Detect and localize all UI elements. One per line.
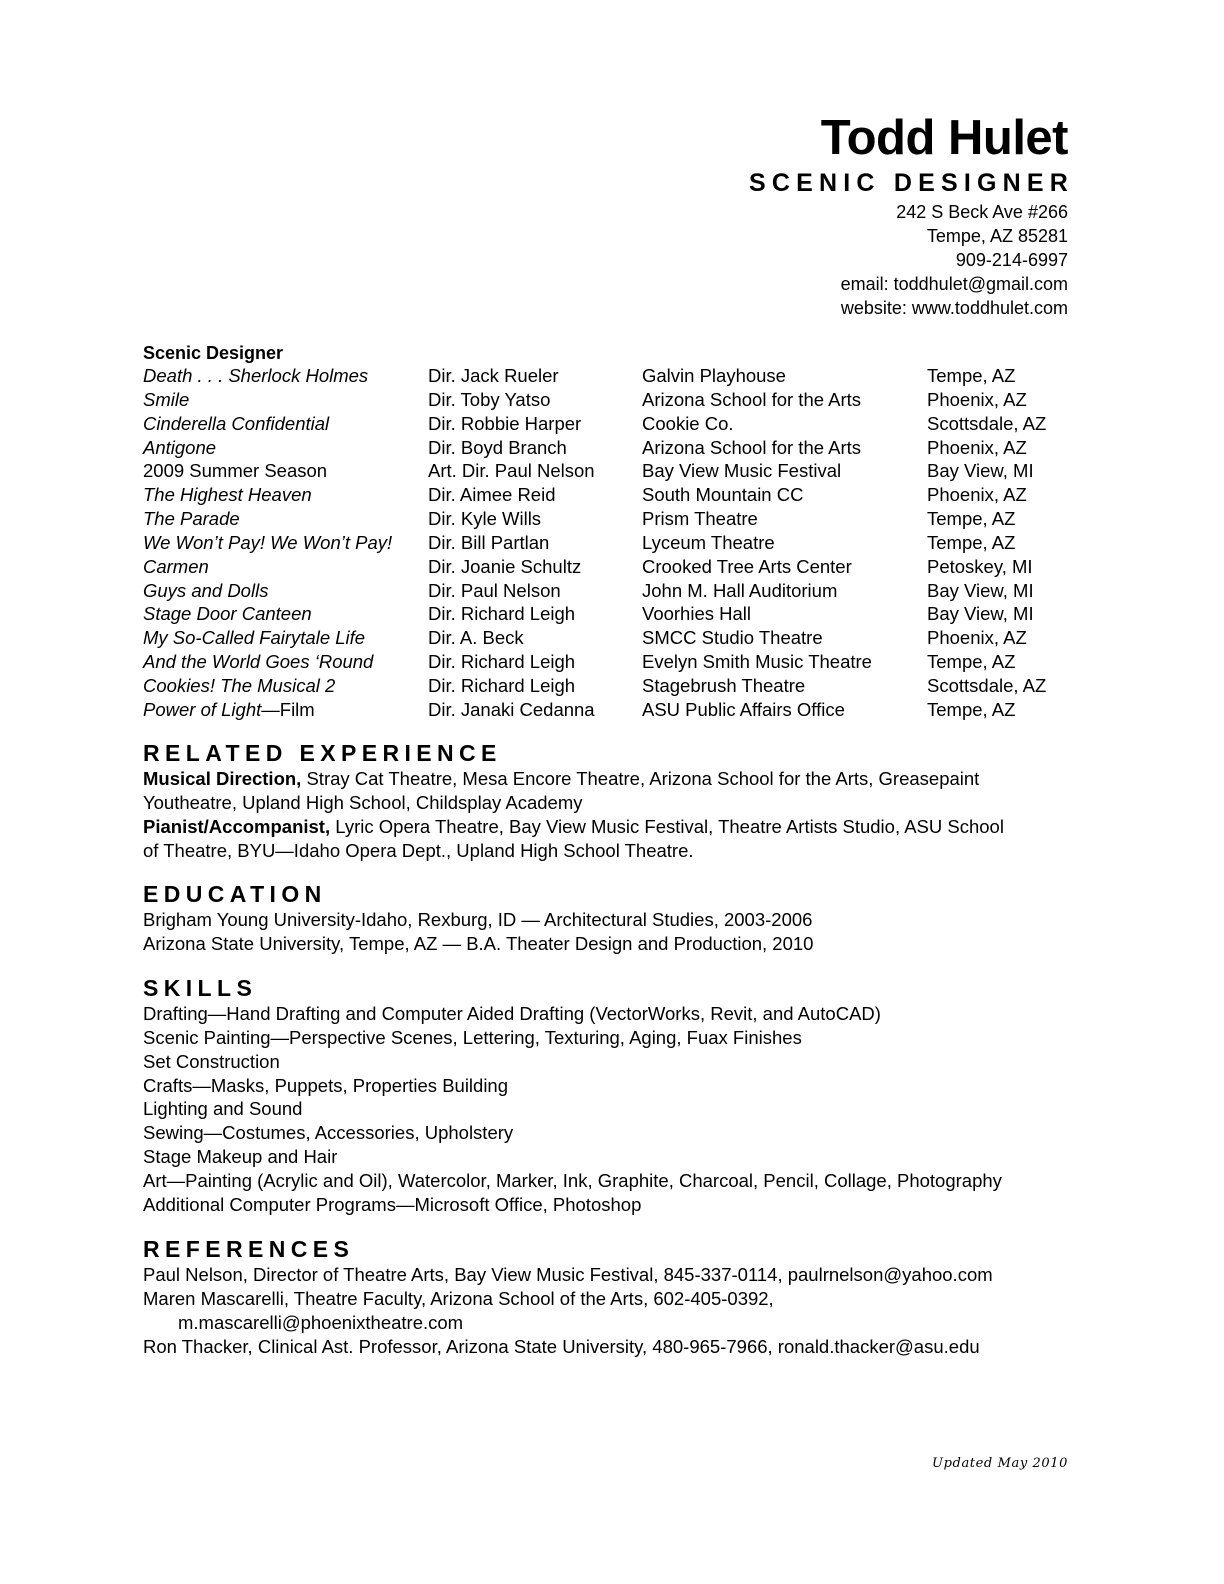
reference-line: Ron Thacker, Clinical Ast. Professor, Arizona State University, 480-965-7966, ronald.thacker@asu.edu	[143, 1335, 980, 1357]
venue-name: Evelyn Smith Music Theatre	[642, 651, 872, 673]
credit-row	[143, 388, 1073, 412]
updated-note: Updated May 2010	[932, 1456, 1068, 1471]
musical-direction-line-2: Youtheatre, Upland High School, Childsplay Academy	[143, 791, 583, 813]
director-name: Dir. Jack Rueler	[428, 365, 559, 386]
related-experience-heading: RELATED EXPERIENCE	[143, 740, 502, 766]
pianist-label: Pianist/Accompanist,	[143, 815, 331, 837]
production-title	[143, 626, 365, 650]
credit-row	[143, 459, 1073, 483]
production-title-text: We Won’t Pay! We Won’t Pay!	[143, 531, 393, 553]
references-heading: REFERENCES	[143, 1236, 355, 1262]
phone-number: 909-214-6997	[955, 250, 1068, 270]
production-title-text: The Parade	[143, 508, 240, 530]
location-name: Phoenix, AZ	[927, 484, 1027, 506]
director-name: Art. Dir. Paul Nelson	[428, 460, 595, 482]
location-name: Tempe, AZ	[927, 365, 1016, 386]
credit-row	[143, 507, 1073, 531]
venue-name: South Mountain CC	[642, 484, 804, 506]
production-title-text: Smile	[143, 388, 190, 410]
skill-line: Lighting and Sound	[143, 1098, 303, 1120]
production-title	[143, 436, 216, 460]
location-name: Tempe, AZ	[927, 508, 1016, 530]
venue-name: SMCC Studio Theatre	[642, 627, 823, 649]
credit-row	[143, 674, 1073, 698]
credit-row	[143, 579, 1073, 603]
venue-name: Prism Theatre	[642, 508, 758, 530]
production-title-text: The Highest Heaven	[143, 484, 312, 506]
venue-name: Galvin Playhouse	[642, 365, 786, 386]
related-experience-body	[143, 767, 1083, 862]
venue-name: Crooked Tree Arts Center	[642, 555, 852, 577]
reference-line: m.mascarelli@phoenixtheatre.com	[178, 1311, 464, 1333]
location-name: Scottsdale, AZ	[927, 674, 1047, 696]
production-title-text: Cinderella Confidential	[143, 412, 330, 434]
location-name: Scottsdale, AZ	[927, 412, 1047, 434]
production-title	[143, 483, 312, 507]
location-name: Tempe, AZ	[927, 531, 1016, 553]
credit-row	[143, 364, 1073, 388]
director-name: Dir. Kyle Wills	[428, 508, 542, 530]
director-name: Dir. Boyd Branch	[428, 436, 567, 458]
reference-line: Paul Nelson, Director of Theatre Arts, Bay View Music Festival, 845-337-0114, paulrnelson@yahoo.com	[143, 1264, 993, 1285]
production-title	[143, 388, 189, 412]
production-title	[143, 698, 315, 722]
resume-header	[749, 110, 1074, 320]
venue-name: Arizona School for the Arts	[642, 436, 862, 458]
credit-row	[143, 412, 1073, 436]
director-name: Dir. Richard Leigh	[428, 674, 576, 696]
production-title	[143, 602, 312, 626]
address-line-2: Tempe, AZ 85281	[926, 226, 1068, 246]
skill-line: Crafts—Masks, Puppets, Properties Building	[143, 1074, 509, 1096]
skill-line: Set Construction	[143, 1050, 280, 1072]
production-title	[143, 579, 268, 603]
location-name: Phoenix, AZ	[927, 627, 1027, 649]
skill-line: Additional Computer Programs—Microsoft Office, Photoshop	[143, 1193, 642, 1215]
location-name: Petoskey, MI	[927, 555, 1033, 577]
venue-name: Voorhies Hall	[642, 603, 752, 625]
venue-name: Lyceum Theatre	[642, 531, 775, 553]
director-name: Dir. Paul Nelson	[428, 579, 561, 601]
pianist-text: Lyric Opera Theatre, Bay View Music Festival, Theatre Artists Studio, ASU School	[330, 815, 1004, 837]
location-name: Tempe, AZ	[927, 651, 1016, 673]
production-title-text: Power of Light	[143, 698, 262, 720]
production-title	[143, 650, 373, 674]
venue-name: Cookie Co.	[642, 412, 734, 434]
skill-line: Drafting—Hand Drafting and Computer Aided Drafting (VectorWorks, Revit, and AutoCAD)	[143, 1003, 881, 1024]
job-title: SCENIC DESIGNER	[749, 169, 1074, 197]
skills-heading: SKILLS	[143, 975, 258, 1001]
production-title-text: Carmen	[143, 555, 209, 577]
production-title	[143, 507, 240, 531]
production-title-text: Antigone	[143, 436, 217, 458]
production-title-text: Death . . . Sherlock Holmes	[143, 365, 369, 386]
skills-body	[143, 1002, 1083, 1217]
director-name: Dir. Toby Yatso	[428, 388, 551, 410]
credit-row	[143, 602, 1073, 626]
director-name: Dir. Richard Leigh	[428, 603, 576, 625]
production-title	[143, 364, 368, 388]
director-name: Dir. Bill Partlan	[428, 531, 550, 553]
location-name: Phoenix, AZ	[927, 436, 1027, 458]
production-title	[143, 531, 392, 555]
production-title-text: Guys and Dolls	[143, 579, 269, 601]
scenic-designer-heading: Scenic Designer	[143, 343, 284, 363]
venue-name: Stagebrush Theatre	[642, 674, 806, 696]
production-title	[143, 412, 329, 436]
musical-direction-line-1	[143, 767, 1083, 791]
location-name: Bay View, MI	[927, 460, 1034, 482]
venue-name: John M. Hall Auditorium	[642, 579, 838, 601]
reference-line: Maren Mascarelli, Theatre Faculty, Arizona School of the Arts, 602-405-0392,	[143, 1287, 774, 1309]
venue-name: ASU Public Affairs Office	[642, 698, 845, 720]
scenic-designer-credits	[143, 342, 1073, 722]
production-title	[143, 459, 327, 483]
production-title-text: Cookies! The Musical 2	[143, 674, 336, 696]
production-title	[143, 555, 209, 579]
credit-row	[143, 626, 1073, 650]
skill-line: Scenic Painting—Perspective Scenes, Lettering, Texturing, Aging, Fuax Finishes	[143, 1026, 802, 1048]
credit-list	[143, 364, 1073, 722]
education-heading: EDUCATION	[143, 881, 327, 907]
credit-row	[143, 531, 1073, 555]
musical-direction-text: Stray Cat Theatre, Mesa Encore Theatre, Arizona School for the Arts, Greasepaint	[301, 768, 980, 789]
location-name: Phoenix, AZ	[927, 388, 1027, 410]
location-name: Tempe, AZ	[927, 698, 1016, 720]
skill-line: Stage Makeup and Hair	[143, 1146, 338, 1168]
director-name: Dir. A. Beck	[428, 627, 524, 649]
person-name: Todd Hulet	[820, 111, 1068, 165]
contact-block	[749, 200, 1068, 320]
credit-row	[143, 555, 1073, 579]
venue-name: Bay View Music Festival	[642, 460, 842, 482]
director-name: Dir. Joanie Schultz	[428, 555, 582, 577]
credit-row	[143, 650, 1073, 674]
production-title-suffix: —Film	[261, 698, 315, 720]
production-title	[143, 674, 335, 698]
director-name: Dir. Janaki Cedanna	[428, 698, 595, 720]
location-name: Bay View, MI	[927, 579, 1034, 601]
references-body	[143, 1263, 1083, 1358]
credit-row	[143, 483, 1073, 507]
education-line: Arizona State University, Tempe, AZ — B.A. Theater Design and Production, 2010	[143, 932, 814, 954]
production-title-suffix: 2009 Summer Season	[143, 460, 328, 482]
address-line-1: 242 S Beck Ave #266	[896, 202, 1068, 222]
skill-line: Art—Painting (Acrylic and Oil), Watercolor, Marker, Ink, Graphite, Charcoal, Pencil, Collage, Photography	[143, 1169, 1002, 1191]
venue-name: Arizona School for the Arts	[642, 388, 862, 410]
skill-line: Sewing—Costumes, Accessories, Upholstery	[143, 1122, 514, 1144]
director-name: Dir. Aimee Reid	[428, 484, 556, 506]
director-name: Dir. Richard Leigh	[428, 651, 576, 673]
education-line: Brigham Young University-Idaho, Rexburg, ID — Architectural Studies, 2003-2006	[143, 909, 813, 930]
director-name: Dir. Robbie Harper	[428, 412, 582, 434]
credit-row	[143, 698, 1073, 722]
website-url: website: www.toddhulet.com	[840, 298, 1068, 318]
production-title-text: And the World Goes ‘Round	[143, 651, 374, 673]
credit-row	[143, 436, 1073, 460]
musical-direction-label: Musical Direction,	[143, 768, 302, 789]
pianist-line-2: of Theatre, BYU—Idaho Opera Dept., Upland High School Theatre.	[143, 839, 694, 861]
location-name: Bay View, MI	[927, 603, 1034, 625]
pianist-line-1	[143, 815, 1083, 839]
production-title-text: My So-Called Fairytale Life	[143, 627, 366, 649]
production-title-text: Stage Door Canteen	[143, 603, 312, 625]
education-body	[143, 908, 1083, 956]
email-address: email: toddhulet@gmail.com	[840, 274, 1068, 294]
